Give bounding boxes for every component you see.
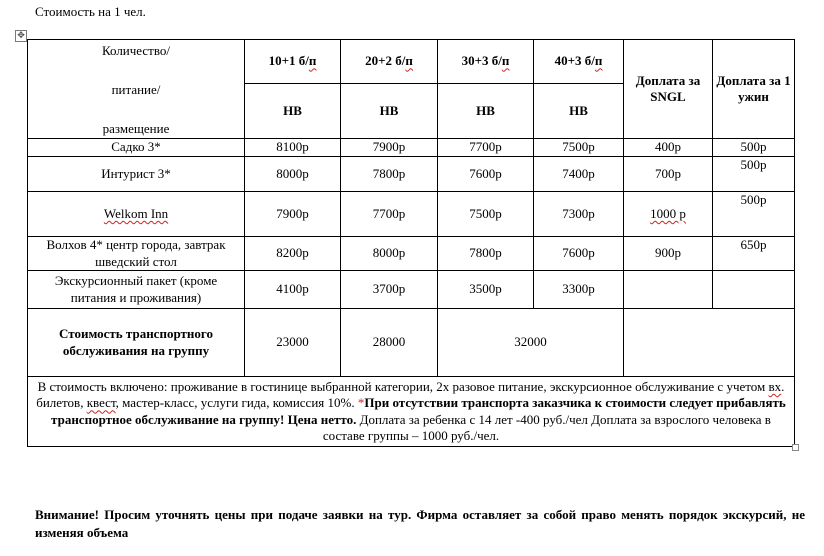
meal-plan-header: НВ xyxy=(245,84,341,139)
table-row xyxy=(28,237,795,271)
price-cell: 8200р xyxy=(245,237,341,271)
sngl-cell: 700р xyxy=(624,157,713,192)
price-cell: 7800р xyxy=(341,157,438,192)
accommodation-header-cell xyxy=(28,40,245,139)
table-row xyxy=(28,139,795,157)
transport-price: 23000 xyxy=(245,309,341,377)
price-table xyxy=(27,39,795,447)
price-cell: 7900р xyxy=(245,192,341,237)
table-row xyxy=(28,192,795,237)
table-row xyxy=(28,157,795,192)
price-cell: 7600р xyxy=(534,237,624,271)
price-cell: 7700р xyxy=(438,139,534,157)
transport-label: Стоимость транспортного обслуживания на группу xyxy=(28,309,245,377)
price-cell: 3700р xyxy=(341,271,438,309)
group-size-header: 10+1 б/п xyxy=(245,40,341,84)
price-cell: 8000р xyxy=(341,237,438,271)
meal-plan-header: НВ xyxy=(438,84,534,139)
sngl-cell xyxy=(624,271,713,309)
dinner-cell xyxy=(713,271,795,309)
dinner-cell: 500р xyxy=(713,139,795,157)
meal-plan-header: НВ xyxy=(534,84,624,139)
sngl-cell xyxy=(624,192,713,237)
accommodation-header-line: размещение xyxy=(102,121,170,136)
netto-warning: При отсутствии транспорта заказчика к стоимости следует прибавлять транспортное обслуживание на группу! Цена нетто. xyxy=(51,395,786,427)
table-move-handle-icon[interactable]: ✥ xyxy=(15,30,27,42)
dinner-surcharge-header: Доплата за 1 ужин xyxy=(713,40,795,139)
transport-row xyxy=(28,309,795,377)
table-row xyxy=(28,271,795,309)
note-row xyxy=(28,377,795,447)
transport-price: 32000 xyxy=(438,309,624,377)
hotel-name xyxy=(28,192,245,237)
price-cell: 7700р xyxy=(341,192,438,237)
sngl-cell: 400р xyxy=(624,139,713,157)
dinner-cell: 500р xyxy=(713,157,795,192)
group-size-header: 30+3 б/п xyxy=(438,40,534,84)
booking-warning: Внимание! Просим уточнять цены при подаче заявки на тур. Фирма оставляет за собой право менять порядок экскурсий, не изменяя объема xyxy=(35,507,805,540)
asterisk-mark: * xyxy=(357,395,365,411)
price-cell: 7800р xyxy=(438,237,534,271)
dinner-cell: 500р xyxy=(713,192,795,237)
dinner-cell: 650р xyxy=(713,237,795,271)
price-cell: 7400р xyxy=(534,157,624,192)
hotel-name: Интурист 3* xyxy=(28,157,245,192)
sngl-surcharge-header: Доплата за SNGL xyxy=(624,40,713,139)
sngl-cell: 900р xyxy=(624,237,713,271)
price-cell: 3500р xyxy=(438,271,534,309)
table-resize-handle[interactable] xyxy=(792,444,799,451)
price-cell: 3300р xyxy=(534,271,624,309)
price-cell: 7600р xyxy=(438,157,534,192)
price-cell: 7500р xyxy=(438,192,534,237)
accommodation-header-line: Количество/ xyxy=(101,43,171,58)
price-cell: 7500р xyxy=(534,139,624,157)
group-size-header: 40+3 б/п xyxy=(534,40,624,84)
included-note: В стоимость включено: проживание в гостинице выбранной категории, 2х разовое питание, экскурсионное обслуживание с учетом вх. билетов, квест, мастер-класс, услуги гида, комиссия 10%. *При отсутствии транспорта заказчика к стоимости следует прибавлять транспортное обслуживание на группу! Цена нетто. Доплата за ребенка с 14 лет -400 руб./чел Доплата за взрослого человека в составе группы – 1000 руб./чел. xyxy=(28,377,795,447)
price-cell: 7300р xyxy=(534,192,624,237)
excursion-package-name: Экскурсионный пакет (кроме питания и проживания) xyxy=(28,271,245,309)
meal-plan-header: НВ xyxy=(341,84,438,139)
hotel-name: Садко 3* xyxy=(28,139,245,157)
accommodation-header-line: питание/ xyxy=(111,82,161,97)
page-heading: Стоимость на 1 чел. xyxy=(35,4,146,19)
group-size-header: 20+2 б/п xyxy=(341,40,438,84)
price-cell: 8000р xyxy=(245,157,341,192)
hotel-name-text: Welkom Inn xyxy=(103,205,169,221)
price-cell: 8100р xyxy=(245,139,341,157)
price-cell: 7900р xyxy=(341,139,438,157)
transport-empty-cell xyxy=(624,309,795,377)
price-cell: 4100р xyxy=(245,271,341,309)
hotel-name: Волхов 4* центр города, завтрак шведский стол xyxy=(28,237,245,271)
transport-price: 28000 xyxy=(341,309,438,377)
sngl-text: 1000 р xyxy=(650,205,686,221)
